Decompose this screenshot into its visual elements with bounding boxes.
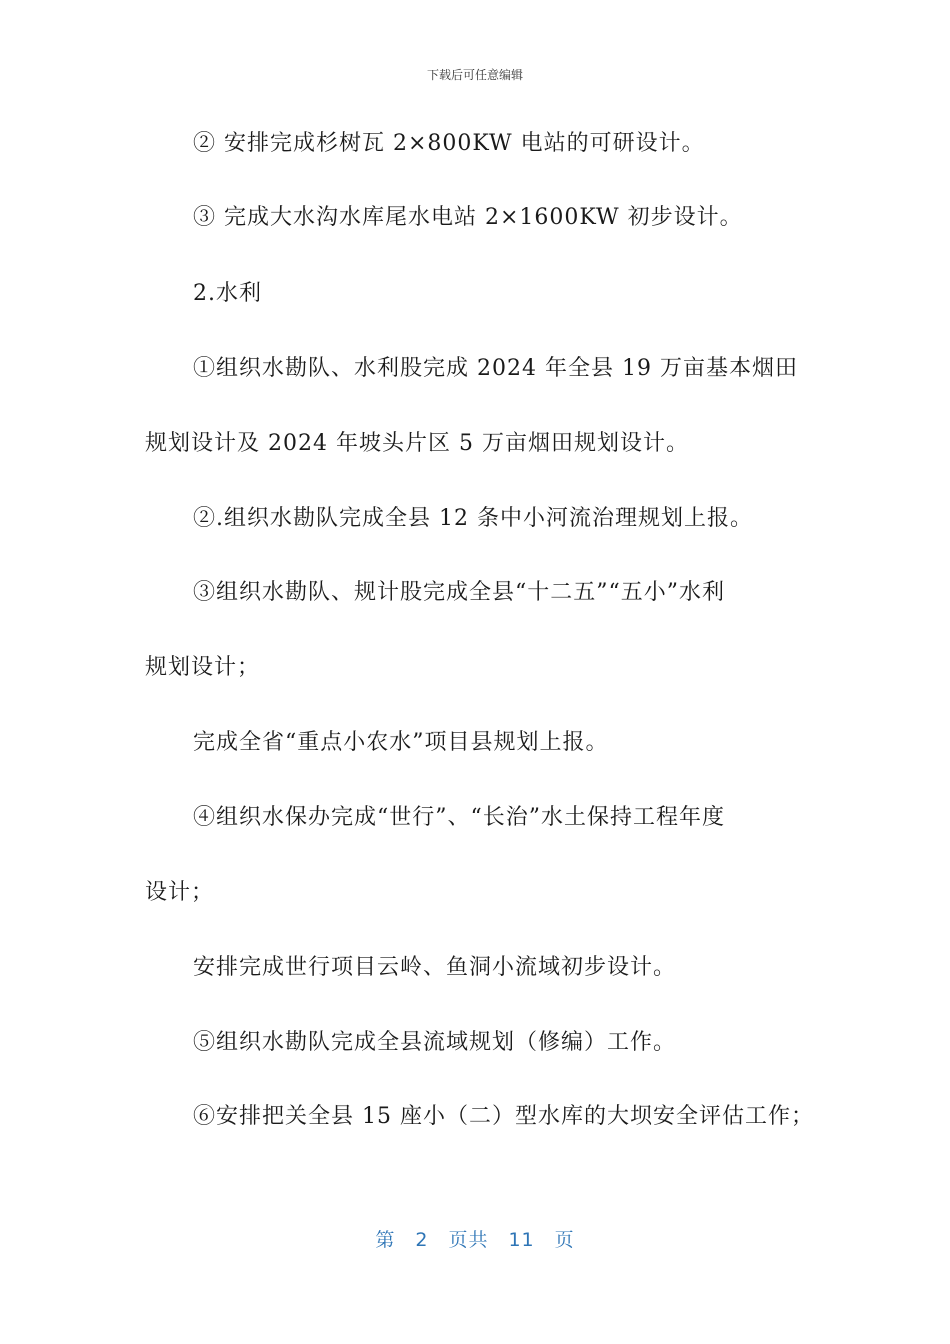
paragraph-line: ② 安排完成杉树瓦 2×800KW 电站的可研设计。 (193, 131, 705, 156)
paragraph-line: ⑥安排把关全县 15 座小（二）型水库的大坝安全评估工作； (193, 1104, 814, 1129)
paragraph-line: ⑤组织水勘队完成全县流域规划（修编）工作。 (193, 1030, 677, 1055)
paragraph-line: ③ 完成大水沟水库尾水电站 2×1600KW 初步设计。 (193, 205, 743, 230)
paragraph-line: ②.组织水勘队完成全县 12 条中小河流治理规划上报。 (193, 506, 753, 531)
paragraph-line: 完成全省“重点小农水”项目县规划上报。 (193, 730, 609, 755)
paragraph-line: ④组织水保办完成“世行”、“长治”水土保持工程年度 (193, 805, 725, 830)
footer-suffix: 页 (554, 1229, 575, 1251)
section-heading: 2.水利 (193, 281, 262, 306)
paragraph-line: ①组织水勘队、水利股完成 2024 年全县 19 万亩基本烟田 (193, 356, 798, 381)
current-page-number: 2 (415, 1229, 429, 1251)
paragraph-line: 规划设计； (145, 655, 261, 680)
paragraph-line: 设计； (145, 880, 215, 905)
page-number-footer (0, 1225, 950, 1252)
footer-prefix: 第 (375, 1229, 396, 1251)
total-page-number: 11 (508, 1229, 535, 1251)
paragraph-line: ③组织水勘队、规计股完成全县“十二五”“五小”水利 (193, 580, 725, 605)
paragraph-line: 规划设计及 2024 年坡头片区 5 万亩烟田规划设计。 (145, 431, 689, 456)
paragraph-line: 安排完成世行项目云岭、鱼洞小流域初步设计。 (193, 955, 677, 980)
page-header: 下载后可任意编辑 (426, 68, 523, 82)
footer-middle: 页共 (448, 1229, 489, 1251)
